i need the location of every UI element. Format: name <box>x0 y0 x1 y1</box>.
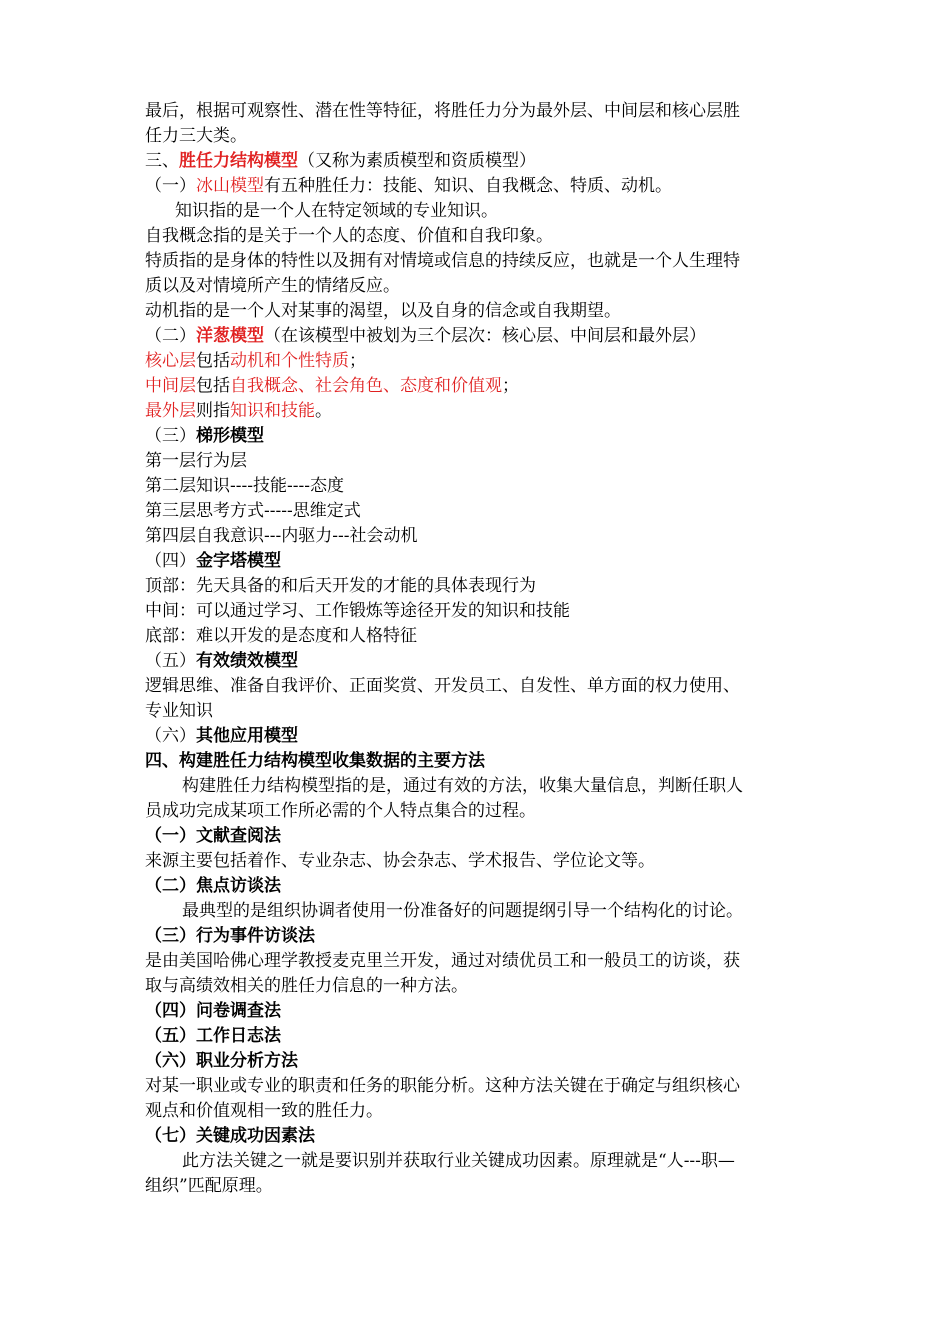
method-heading: （四）问卷调查法 <box>145 1001 281 1021</box>
text-line: 组织”匹配原理。 <box>145 1176 273 1196</box>
text-line: 专业知识 <box>145 701 213 721</box>
layer-name: 中间层 <box>145 376 196 396</box>
text-line: 员成功完成某项工作所必需的个人特点集合的过程。 <box>145 801 536 821</box>
subsection-line <box>145 174 825 198</box>
method-heading: （六）职业分析方法 <box>145 1051 298 1071</box>
text-line: 逻辑思维、准备自我评价、正面奖赏、开发员工、自发性、单方面的权力使用、 <box>145 676 740 696</box>
text-line: 动机指的是一个人对某事的渴望，以及自身的信念或自我期望。 <box>145 301 621 321</box>
item-text: （在该模型中被划为三个层次：核心层、中间层和最外层） <box>264 326 706 346</box>
text-line: 质以及对情境所产生的情绪反应。 <box>145 276 400 296</box>
text-line: 最后，根据可观察性、潜在性等特征，将胜任力分为最外层、中间层和核心层胜 <box>145 101 740 121</box>
layer-line <box>145 349 825 373</box>
layer-verb: 包括 <box>196 376 230 396</box>
text-line: 构建胜任力结构模型指的是，通过有效的方法，收集大量信息，判断任职人 <box>182 776 743 796</box>
heading-title: 胜任力结构模型 <box>179 151 298 171</box>
text-line: 来源主要包括着作、专业杂志、协会杂志、学术报告、学位论文等。 <box>145 851 655 871</box>
layer-content: 自我概念、社会角色、态度和价值观 <box>230 376 502 396</box>
text-line: 最典型的是组织协调者使用一份准备好的问题提纲引导一个结构化的讨论。 <box>182 901 743 921</box>
method-heading: （一）文献查阅法 <box>145 826 281 846</box>
method-heading: （七）关键成功因素法 <box>145 1126 315 1146</box>
item-number: （六） <box>145 726 196 746</box>
layer-content: 知识和技能 <box>230 401 315 421</box>
text-line: 中间：可以通过学习、工作锻炼等途径开发的知识和技能 <box>145 601 570 621</box>
text-line: 特质指的是身体的特性以及拥有对情境或信息的持续反应，也就是一个人生理特 <box>145 251 740 271</box>
punct: ； <box>502 376 519 396</box>
model-name: 梯形模型 <box>196 426 264 446</box>
layer-line <box>145 374 825 398</box>
text-line: 底部：难以开发的是态度和人格特征 <box>145 626 417 646</box>
text-line: 知识指的是一个人在特定领域的专业知识。 <box>175 201 498 221</box>
model-name: 冰山模型 <box>196 176 264 196</box>
heading-note: （又称为素质模型和资质模型） <box>298 151 536 171</box>
item-number: （一） <box>145 176 196 196</box>
model-name: 其他应用模型 <box>196 726 298 746</box>
text-line: 第四层自我意识---内驱力---社会动机 <box>145 526 418 546</box>
punct: ； <box>349 351 366 371</box>
punct: 。 <box>315 401 332 421</box>
text-line: 对某一职业或专业的职责和任务的职能分析。这种方法关键在于确定与组织核心 <box>145 1076 740 1096</box>
item-number: （五） <box>145 651 196 671</box>
method-heading: （五）工作日志法 <box>145 1026 281 1046</box>
model-name: 金字塔模型 <box>196 551 281 571</box>
item-number: （三） <box>145 426 196 446</box>
layer-name: 核心层 <box>145 351 196 371</box>
item-number: （二） <box>145 326 196 346</box>
item-number: （四） <box>145 551 196 571</box>
subsection-line <box>145 424 825 448</box>
subsection-line <box>145 724 825 748</box>
layer-verb: 则指 <box>196 401 230 421</box>
text-line: 第二层知识----技能----态度 <box>145 476 344 496</box>
text-line: 顶部：先天具备的和后天开发的才能的具体表现行为 <box>145 576 536 596</box>
text-line: 第三层思考方式-----思维定式 <box>145 501 361 521</box>
text-line: 此方法关键之一就是要识别并获取行业关键成功因素。原理就是“人---职— <box>182 1151 735 1171</box>
text-line: 第一层行为层 <box>145 451 247 471</box>
section-heading <box>145 149 825 173</box>
text-line: 是由美国哈佛心理学教授麦克里兰开发，通过对绩优员工和一般员工的访谈，获 <box>145 951 740 971</box>
model-name: 有效绩效模型 <box>196 651 298 671</box>
method-heading: （三）行为事件访谈法 <box>145 926 315 946</box>
text-line: 观点和价值观相一致的胜任力。 <box>145 1101 383 1121</box>
layer-name: 最外层 <box>145 401 196 421</box>
heading-number: 三、 <box>145 151 179 171</box>
method-heading: （二）焦点访谈法 <box>145 876 281 896</box>
model-name: 洋葱模型 <box>196 326 264 346</box>
text-line: 任力三大类。 <box>145 126 247 146</box>
subsection-line <box>145 324 825 348</box>
text-line: 自我概念指的是关于一个人的态度、价值和自我印象。 <box>145 226 553 246</box>
text-line: 取与高绩效相关的胜任力信息的一种方法。 <box>145 976 468 996</box>
item-text: 有五种胜任力：技能、知识、自我概念、特质、动机。 <box>264 176 672 196</box>
layer-content: 动机和个性特质 <box>230 351 349 371</box>
layer-line <box>145 399 825 423</box>
layer-verb: 包括 <box>196 351 230 371</box>
section-heading: 四、构建胜任力结构模型收集数据的主要方法 <box>145 751 485 771</box>
subsection-line <box>145 549 825 573</box>
subsection-line <box>145 649 825 673</box>
